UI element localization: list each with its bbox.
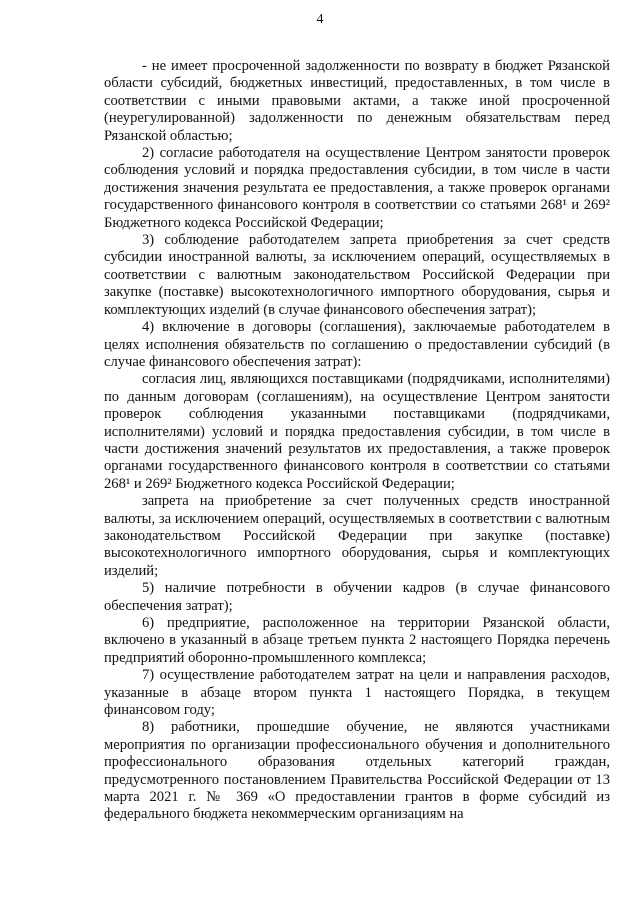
- page-number: 4: [316, 12, 324, 27]
- paragraph-item-2: 2) согласие работодателя на осуществление Центром занятости проверок соблюдения условий и порядка предоставления субсидии, в том числе в части достижения значения результата ее предоставления, а также проверок органами государственного финансового контроля в соответствии со статьями 268¹ и 269² Бюджетного кодекса Российской Федерации;: [104, 145, 610, 231]
- paragraph-item-6: 6) предприятие, расположенное на территории Рязанской области, включено в указанный в абзаце третьем пункта 2 настоящего Порядка перечень предприятий оборонно-промышленного комплекса;: [104, 615, 610, 666]
- paragraph-item-4-consent: согласия лиц, являющихся поставщиками (подрядчиками, исполнителями) по данным договорам (соглашениям), на осуществление Центром занятости проверок соблюдения указанными поставщиками (подрядчиками, исполнителями) условий и порядка предоставления субсидии, в том числе в части достижения значений результатов их предоставления, а также проверок органами государственного финансового контроля в соответствии со статьями 268¹ и 269² Бюджетного кодекса Российской Федерации;: [104, 371, 610, 492]
- paragraph-item-3: 3) соблюдение работодателем запрета приобретения за счет средств субсидии иностранной валюты, за исключением операций, осуществляемых в соответствии с валютным законодательством Российской Федерации при закупке (поставке) высокотехнологичного импортного оборудования, сырья и комплектующих изделий (в случае финансового обеспечения затрат);: [104, 232, 610, 318]
- paragraph-item-7: 7) осуществление работодателем затрат на цели и направления расходов, указанные в абзаце втором пункта 1 настоящего Порядка, в текущем финансовом году;: [104, 667, 610, 719]
- paragraph-item-4-prohibition: запрета на приобретение за счет полученных средств иностранной валюты, за исключением операций, осуществляемых в соответствии с валютным законодательством Российской Федерации при закупке (поставке) высокотехнологичного импортного оборудования, сырья и комплектующих изделий;: [104, 493, 610, 579]
- paragraph-item-5: 5) наличие потребности в обучении кадров (в случае финансового обеспечения затрат);: [104, 580, 610, 614]
- paragraph-no-overdue-debt: - не имеет просроченной задолженности по возврату в бюджет Рязанской области субсидий, бюджетных инвестиций, предоставленных, в том числе в соответствии с иными правовыми актами, а также иной просроченной (неурегулированной) задолженности по денежным обязательствам перед Рязанской областью;: [104, 58, 610, 144]
- paragraph-item-8: 8) работники, прошедшие обучение, не являются участниками мероприятия по организации профессионального обучения и дополнительного профессионального образования отдельных категорий граждан, предусмотренного постановлением Правительства Российской Федерации от 13 марта 2021 г. № 369 «О предоставлении грантов в форме субсидий из федерального бюджета некоммерческим организациям на: [104, 719, 610, 823]
- paragraph-item-4: 4) включение в договоры (соглашения), заключаемые работодателем в целях исполнения обязательств по соглашению о предоставлении субсидий (в случае финансового обеспечения затрат):: [104, 319, 610, 370]
- document-body: [104, 58, 610, 824]
